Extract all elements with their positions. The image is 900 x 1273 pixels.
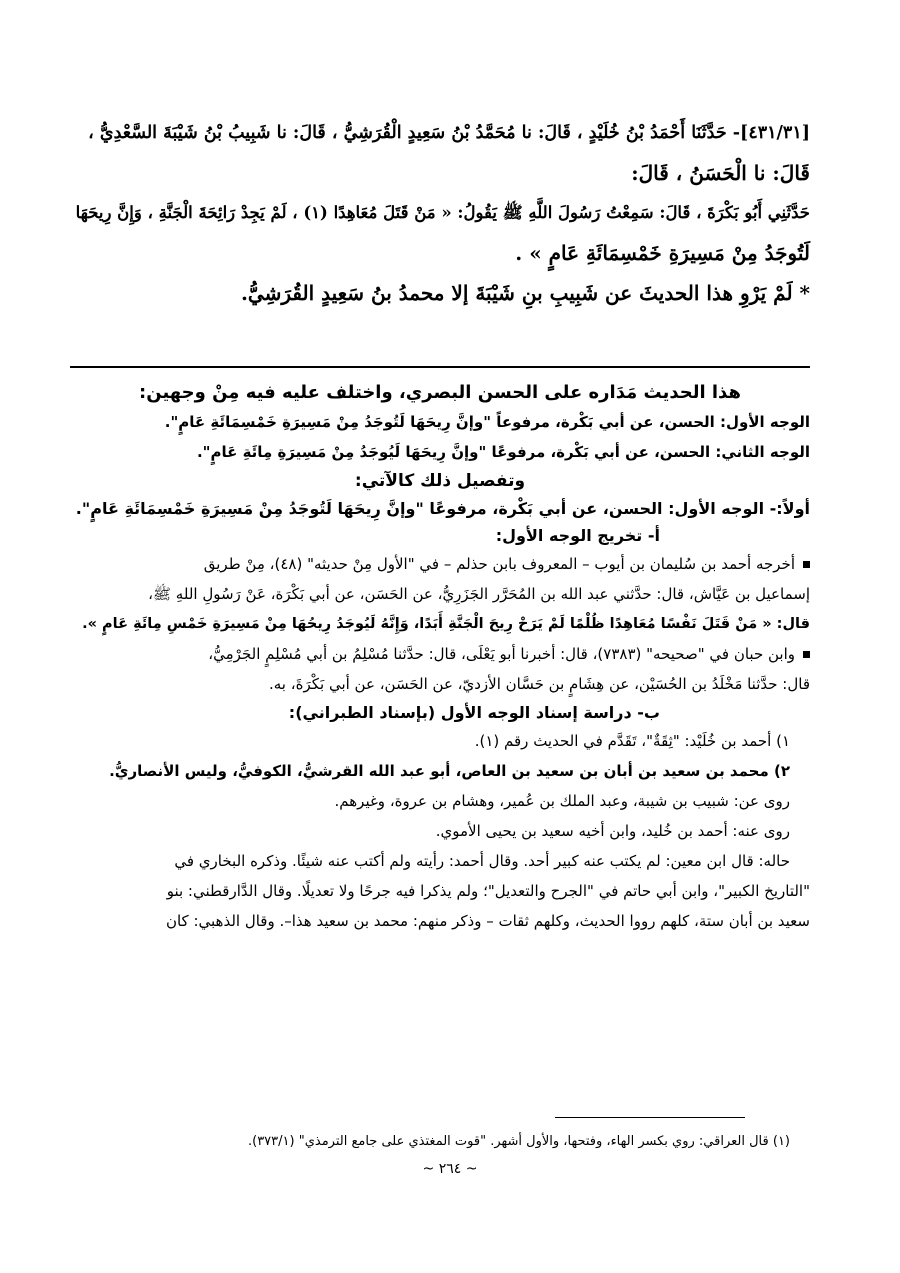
takhrij-line-3: قال: « مَنْ قَتَلَ نَفْسًا مُعَاهِدًا ظُلْمًا لَمْ يَرَحْ رِيحَ الْجَنَّةِ أَبَدًا، وَإِنَّهُ لَيُوجَدُ رِيحُهَا مِنْ مَسِيرَةِ خَمْسِ مِائَةِ عَامٍ ».	[82, 616, 810, 632]
takhrij-heading: أ- تخريج الوجه الأول:	[495, 526, 660, 545]
takhrij-text-4: وابن حبان في "صحيحه" (٧٣٨٣)، قال: أخبرنا أبو يَعْلَى، قال: حدَّثنا مُسْلِمُ بن أبي مُسْلِمٍ الجَرْمِيُّ،	[208, 645, 795, 663]
hadith-line-3: حَدَّثَنِي أَبُو بَكْرَةَ ، قَالَ: سَمِعْتُ رَسُولَ اللَّهِ ﷺ يَقُولُ: « مَنْ قَتَلَ مُعَاهِدًا (١) ، لَمْ يَجِدْ رَائِحَةَ الْجَنَّةِ ، وَإِنَّ رِيحَهَا	[75, 203, 810, 222]
detail-heading: وتفصيل ذلك كالآتي:	[354, 471, 526, 491]
first-way-heading: أولاً:- الوجه الأول: الحسن، عن أبي بَكْرة، مرفوعًا "وإنَّ رِيحَهَا لَتُوجَدُ مِنْ مَسِيرَةِ خَمْسِمَائَةِ عَامٍ".	[75, 499, 810, 518]
bullet-square-icon	[803, 561, 810, 568]
hadith-line-1: [٤٣١/٣١]- حَدَّثَنَا أَحْمَدُ بْنُ خُلَيْدٍ ، قَالَ: نا مُحَمَّدُ بْنُ سَعِيدٍ الْقُرَشِيُّ ، قَالَ: نا شَبِيبُ بْنُ شَيْبَةَ السَّعْدِيُّ ،	[88, 123, 810, 143]
narrator-2: ٢) محمد بن سعيد بن أبان بن سعيد بن العاص، أبو عبد الله القرشيُّ، الكوفيُّ، وليس الأنصاريُّ.	[109, 762, 790, 780]
hadith-note: * لَمْ يَرْوِ هذا الحديثَ عن شَبِيبِ بنِ شَيْبَةَ إلا محمدُ بنُ سَعِيدٍ القُرَشِيُّ.	[240, 281, 810, 305]
section-divider	[70, 366, 810, 368]
study-section	[70, 382, 810, 940]
hadith-line-2: قَالَ: نا الْحَسَنُ ، قَالَ:	[631, 161, 810, 185]
footnote-divider	[555, 1117, 745, 1118]
footnote: (١) قال العراقي: روي بكسر الهاء، وفتحها، والأول أشهر. "قوت المغتذي على جامع الترمذي" (٣٧٣/١).	[247, 1134, 790, 1149]
takhrij-line-5: قال: حدَّثنا مَخْلَدُ بن الحُسَيْن، عن هِشَامٍ بن حَسَّان الأزديّ، عن الحَسَن، عن أبي بَكْرَةَ، به.	[268, 675, 810, 693]
bullet-square-icon	[803, 651, 810, 658]
takhrij-line-1	[70, 553, 810, 575]
narrator-1: ١) أحمد بن خُلَيْد: "ثِقَةٌ"، تَقَدَّم في الحديث رقم (١).	[474, 732, 790, 750]
way-one: الوجه الأول: الحسن، عن أبي بَكْرة، مرفوعاً "وإنَّ رِيحَهَا لَتُوجَدُ مِنْ مَسِيرَةِ خَمْسِمَائَةِ عَامٍ".	[164, 413, 810, 431]
narrated-from: روى عن: شبيب بن شيبة، وعبد الملك بن عُمير، وهشام بن عروة، وغيرهم.	[334, 792, 790, 810]
status-line-3: سعيد بن أبان ستة، كلهم رووا الحديث، وكلهم ثقات – وذكر منهم: محمد بن سعيد هذا–. وقال الذهبي: كان	[165, 912, 810, 930]
page-number: ~ ٢٦٤ ~	[422, 1161, 478, 1177]
isnad-heading: ب- دراسة إسناد الوجه الأول (بإسناد الطبراني):	[288, 703, 660, 722]
takhrij-line-4	[70, 643, 810, 665]
status-line-1: حاله: قال ابن معين: لم يكتب عنه كبير أحد. وقال أحمد: رأيته ولم أكتب عنه شيئًا. وذكره البخاري في	[174, 852, 790, 870]
takhrij-text-1: أخرجه أحمد بن سُليمان بن أيوب – المعروف بابن حذلم – في "الأول مِنْ حديثه" (٤٨)، مِنْ طريق	[203, 555, 795, 573]
hadith-block	[70, 118, 810, 318]
narrated-by: روى عنه: أحمد بن خُليد، وابن أخيه سعيد بن يحيى الأموي.	[435, 822, 790, 840]
hadith-line-4: لَتُوجَدُ مِنْ مَسِيرَةِ خَمْسِمَائَةِ عَامٍ » .	[515, 241, 810, 265]
takhrij-line-2: إسماعيل بن عَيَّاش، قال: حدَّثني عبد الله بن المُحَرَّر الجَزَرِيُّ، عن الحَسَن، عن أبي بَكْرَة، عَنْ رَسُولِ اللهِ ﷺ،	[148, 585, 810, 603]
status-line-2: "التاريخ الكبير"، وابن أبي حاتم في "الجرح والتعديل"؛ ولم يذكرا فيه جرحًا ولا تعديلًا. وقال الدَّارقطني: بنو	[166, 882, 810, 900]
study-heading: هذا الحديث مَدَاره على الحسن البصري، واختلف عليه فيه مِنْ وجهين:	[139, 382, 741, 403]
way-two: الوجه الثاني: الحسن، عن أبي بَكْرة، مرفوعًا "وإنَّ رِيحَهَا لَيُوجَدُ مِنْ مَسِيرَةِ مِائَةِ عَامٍ".	[196, 443, 810, 461]
